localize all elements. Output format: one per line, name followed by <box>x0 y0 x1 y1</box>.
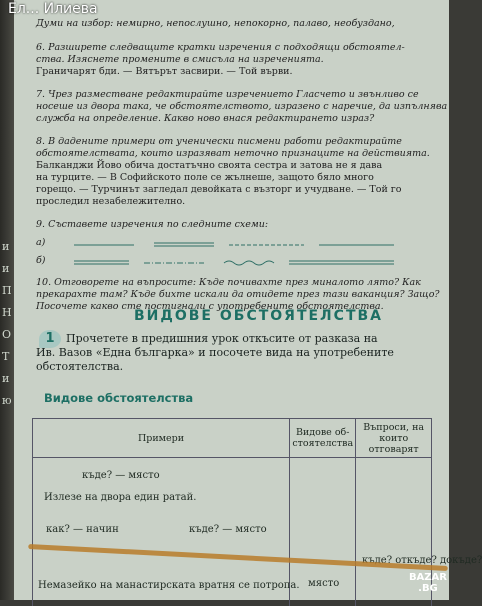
text-line: ства. Изяснете промените в смисъла на изреченията. <box>36 54 324 65</box>
text-line: 6. Разширете следващите кратки изречения с подходящи обстоятел- <box>36 42 405 53</box>
gutter-letter: П <box>2 284 12 297</box>
table-entry: Излезе на двора един ратай. <box>44 492 197 503</box>
table-entry: място <box>308 578 340 589</box>
table-entry: къде? откъде? докъде? <box>362 555 482 566</box>
table-title: Видове обстоятелства <box>44 391 194 405</box>
exercise-line: Ив. Вазов «Една българка» и посочете вида на употребените <box>36 346 394 359</box>
gutter-letter: и <box>2 372 10 385</box>
col-kinds: Видове об-стоятелства <box>290 419 356 458</box>
text-line: Думи на избор: немирно, непослушно, непокорно, палаво, необуздано, <box>36 18 395 29</box>
schema-b <box>74 253 404 267</box>
text-line: Балканджи Йово обича достатъчно своята сестра и затова не я дава <box>36 160 383 171</box>
gutter-letter: О <box>2 328 12 341</box>
book-page <box>14 0 482 600</box>
section-heading: ВИДОВЕ ОБСТОЯТЕЛСТВА <box>134 308 384 324</box>
exercise-line: обстоятелства. <box>36 360 124 373</box>
text-line: Посочете какво сте постигнали с употребените обстоятелства. <box>36 301 384 312</box>
text-line: Граничарят бди. — Вятърът засвири. — Той върви. <box>36 66 293 77</box>
seller-watermark: Ел... Илиева <box>8 1 98 17</box>
table-entry: Немазейко на манастирската вратня се потропа. <box>38 580 300 591</box>
text-line: на турците. — В Софийското поле се жълнеше, защото бяло много <box>36 172 374 183</box>
text-line: 7. Чрез разместване редактирайте изречението Гласчето и звънливо се <box>36 89 419 100</box>
gutter-letter: Т <box>2 350 10 363</box>
text-line: 9. Съставете изречения по следните схеми: <box>36 219 269 230</box>
exercise-number: 1 <box>39 330 61 348</box>
table-entry: къде? — място <box>82 470 160 481</box>
text-line: проследил незабележително. <box>36 196 186 207</box>
gutter-letter: и <box>2 240 10 253</box>
text-line: 10. Отговорете на въпросите: Къде почивахте през миналото лято? Как <box>36 277 421 288</box>
gutter-letter: ю <box>2 394 12 407</box>
text-line: б) <box>36 255 46 266</box>
text-line: носеше из двора така, че обстоятелството, изразено с наречие, да изпълнява <box>36 101 448 112</box>
col-questions: Въпроси, на които отговарят <box>356 419 432 458</box>
gutter-letter: и <box>2 262 10 275</box>
text-line: обстоятелствата, които изразяват неточно признаците на действията. <box>36 148 430 159</box>
text-line: служба на определение. Какво ново внася редактирането израз? <box>36 113 375 124</box>
book-gutter <box>0 0 14 600</box>
table-entry: къде? — място <box>189 524 267 535</box>
schema-a <box>74 235 404 249</box>
circumstances-table <box>32 418 432 606</box>
text-line: 8. В дадените примери от ученически писмени работи редактирайте <box>36 136 402 147</box>
text-line: горещо. — Турчинът загледал девойката с възторг и учудване. — Той го <box>36 184 402 195</box>
exercise-line: Прочетете в предишния урок откъсите от разказа на <box>66 332 378 345</box>
bazar-logo: BAZAR .BG <box>408 572 447 594</box>
text-line: прекарахте там? Къде бихте искали да отидете през тази ваканция? Защо? <box>36 289 440 300</box>
gutter-letter: Н <box>2 306 12 319</box>
table-entry: как? — начин <box>46 524 119 535</box>
text-line: а) <box>36 237 46 248</box>
col-examples: Примери <box>33 419 290 458</box>
